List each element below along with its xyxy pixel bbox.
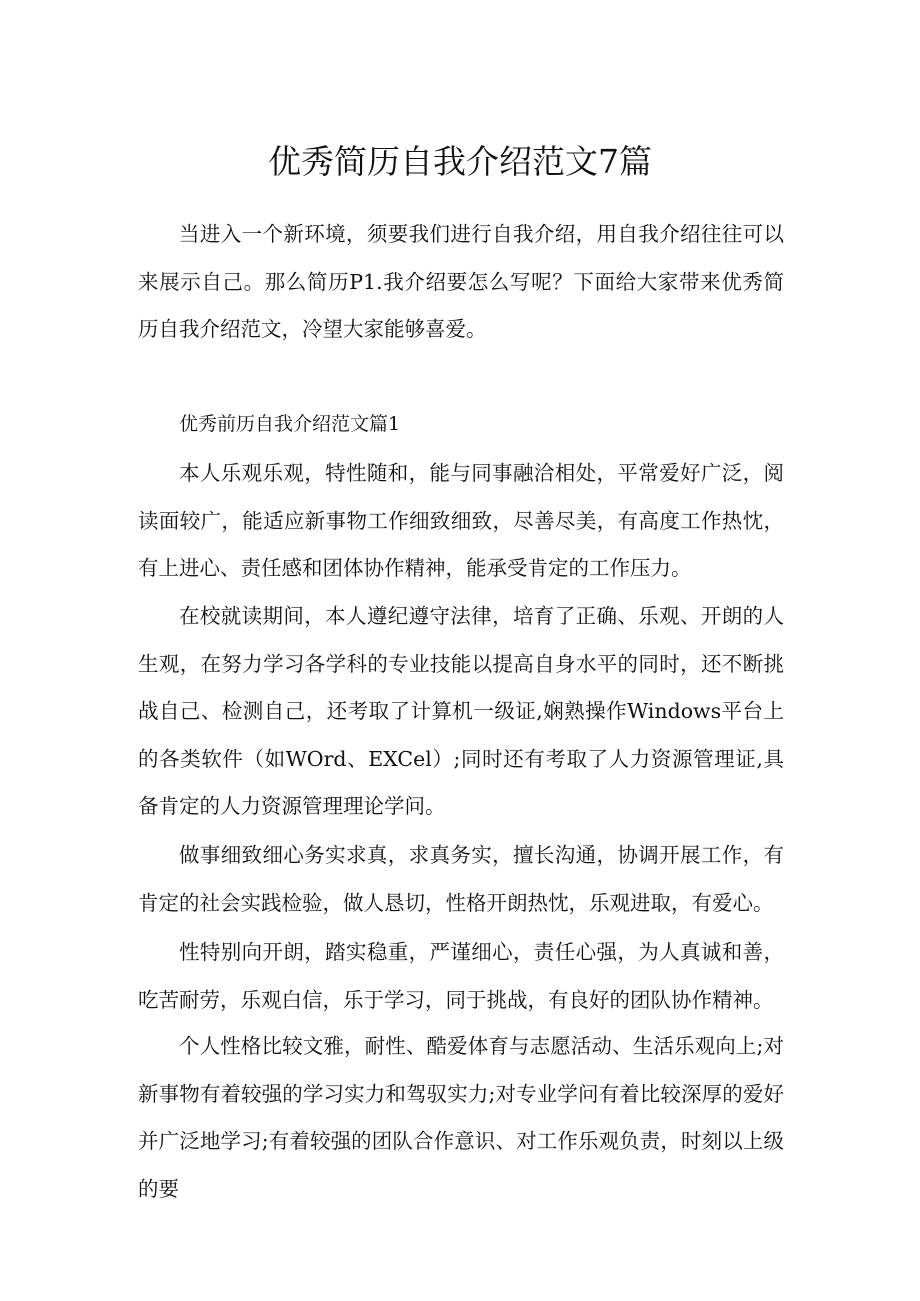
- intro-paragraph: 当进入一个新环境，须要我们进行自我介绍，用自我介绍往往可以来展示自己。那么简历P1.我介绍要怎么写呢？下面给大家带来优秀简历自我介绍范文，冷望大家能够喜爱。: [138, 222, 784, 341]
- body-paragraph-3: 做事细致细心务实求真，求真务实，擅长沟通，协调开展工作，有肯定的社会实践检验，做人恳切，性格开朗热忱，乐观进取，有爱心。: [138, 843, 784, 915]
- document-title: 优秀简历自我介绍范文7篇: [268, 142, 652, 181]
- body-paragraph-2: 在校就读期间，本人遵纪遵守法律，培育了正确、乐观、开朗的人生观，在努力学习各学科的专业技能以提高自身水平的同时，还不断挑战自己、检测自己，还考取了计算机一级证,娴熟操作Windows平台上的各类软件（如WOrd、EXCel）;同时还有考取了人力资源管理证,具备肯定的人力资源管理理论学问。: [138, 604, 784, 818]
- body-paragraph-1: 本人乐观乐观，特性随和，能与同事融洽相处，平常爱好广泛，阅读面较广，能适应新事物工作细致细致，尽善尽美，有高度工作热忱，有上进心、责任感和团体协作精神，能承受肯定的工作压力。: [138, 461, 784, 580]
- body-paragraph-4: 性特别向开朗，踏实稳重，严谨细心，责任心强，为人真诚和善，吃苦耐劳，乐观白信，乐于学习，同于挑战，有良好的团队协作精神。: [138, 940, 784, 1012]
- section-heading: 优秀前历自我介绍范文篇1: [179, 413, 401, 435]
- body-paragraph-5: 个人性格比较文雅，耐性、酷爱体育与志愿活动、生活乐观向上;对新事物有着较强的学习实力和驾驭实力;对专业学问有着比较深厚的爱好并广泛地学习;有着较强的团队合作意识、对工作乐观负责，时刻以上级的要: [138, 1034, 784, 1201]
